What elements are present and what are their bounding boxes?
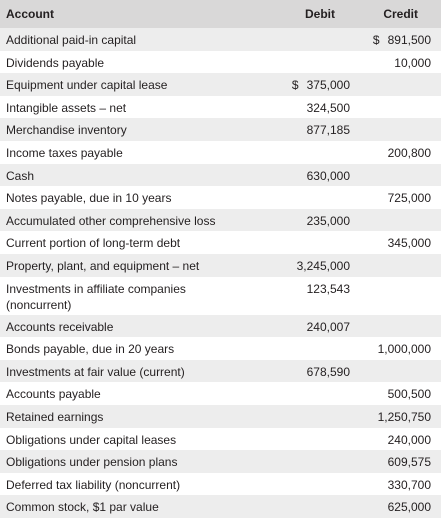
table-header: [0, 0, 441, 28]
credit-cell: [388, 477, 431, 493]
dollar-sign: $: [372, 33, 380, 47]
table-row: [0, 473, 441, 496]
account-cell: Obligations under capital leases: [6, 432, 177, 447]
account-cell: Obligations under pension plans: [6, 455, 178, 470]
account-cell: Bonds payable, due in 20 years: [6, 342, 175, 357]
table-row: [0, 405, 441, 428]
credit-cell: [388, 499, 431, 515]
credit-value: 891,500: [387, 33, 431, 47]
credit-cell: [378, 409, 431, 425]
account-cell: Property, plant, and equipment – net: [6, 259, 200, 273]
debit-value: 877,185: [306, 123, 350, 138]
table-row: [0, 315, 441, 338]
credit-cell: [373, 32, 431, 48]
debit-cell: [297, 258, 350, 274]
account-cell: Equipment under capital lease: [6, 78, 168, 93]
credit-value: 200,800: [387, 146, 431, 160]
debit-cell: [307, 100, 350, 116]
table-row: [0, 495, 441, 518]
credit-value: 625,000: [387, 500, 431, 515]
account-cell: Investments in affiliate companies (noncurrent): [6, 281, 186, 312]
account-cell: Accounts payable: [6, 387, 101, 402]
credit-cell: [388, 454, 431, 470]
table-row: [0, 28, 441, 51]
table-row: [0, 277, 441, 315]
credit-cell: [388, 386, 431, 402]
table-row: [0, 118, 441, 141]
account-cell: Additional paid-in capital: [6, 33, 137, 47]
account-cell: Accounts receivable: [6, 319, 114, 334]
account-cell: Cash: [6, 168, 35, 183]
table-row: [0, 209, 441, 232]
table-row: [0, 360, 441, 383]
credit-value: 609,575: [387, 455, 431, 470]
account-column-header: Account: [6, 7, 54, 21]
credit-value: 240,000: [387, 432, 431, 447]
credit-value: 10,000: [394, 55, 431, 70]
table-row: [0, 51, 441, 74]
credit-value: 1,250,750: [377, 410, 431, 424]
account-cell: Common stock, $1 par value: [6, 500, 159, 515]
table-row: [0, 337, 441, 360]
credit-cell: [394, 55, 431, 71]
credit-value: 345,000: [387, 236, 431, 251]
debit-cell: [307, 168, 350, 184]
debit-value: 3,245,000: [296, 259, 350, 273]
account-cell: Current portion of long-term debt: [6, 236, 181, 251]
debit-value: 324,500: [306, 100, 350, 115]
table-row: [0, 186, 441, 209]
table-row: [0, 164, 441, 187]
dollar-sign: $: [291, 78, 299, 93]
credit-value: 1,000,000: [377, 342, 431, 357]
table-row: [0, 428, 441, 451]
debit-value: 240,007: [306, 319, 350, 334]
credit-cell: [388, 190, 431, 206]
table-row: [0, 254, 441, 277]
credit-value: 330,700: [387, 477, 431, 492]
account-cell: Investments at fair value (current): [6, 364, 185, 379]
credit-cell: [388, 432, 431, 448]
debit-column-header: Debit: [305, 7, 335, 21]
debit-value: 678,590: [306, 364, 350, 379]
account-cell: Notes payable, due in 10 years: [6, 191, 172, 206]
debit-cell: [307, 213, 350, 229]
debit-value: 123,543: [306, 281, 350, 296]
table-row: [0, 450, 441, 473]
account-cell: Retained earnings: [6, 410, 104, 424]
debit-cell: [307, 319, 350, 335]
credit-value: 725,000: [387, 191, 431, 206]
credit-cell: [388, 235, 431, 251]
debit-value: 630,000: [306, 168, 350, 183]
table-row: [0, 141, 441, 164]
account-cell: Merchandise inventory: [6, 123, 127, 138]
account-cell: Accumulated other comprehensive loss: [6, 213, 216, 228]
credit-value: 500,500: [387, 387, 431, 402]
account-cell: Dividends payable: [6, 55, 105, 70]
account-cell: Income taxes payable: [6, 146, 123, 160]
debit-cell: [292, 77, 350, 93]
credit-cell: [388, 145, 431, 161]
credit-column-header: Credit: [383, 7, 418, 21]
table-row: [0, 96, 441, 119]
account-cell: Deferred tax liability (noncurrent): [6, 477, 181, 492]
table-row: [0, 73, 441, 96]
debit-cell: [307, 122, 350, 138]
table-row: [0, 231, 441, 254]
table-row: [0, 382, 441, 405]
debit-value: 235,000: [306, 213, 350, 228]
account-cell: Intangible assets – net: [6, 100, 127, 115]
debit-cell: [307, 281, 350, 297]
debit-value: 375,000: [306, 78, 350, 93]
credit-cell: [378, 341, 431, 357]
debit-cell: [307, 364, 350, 380]
